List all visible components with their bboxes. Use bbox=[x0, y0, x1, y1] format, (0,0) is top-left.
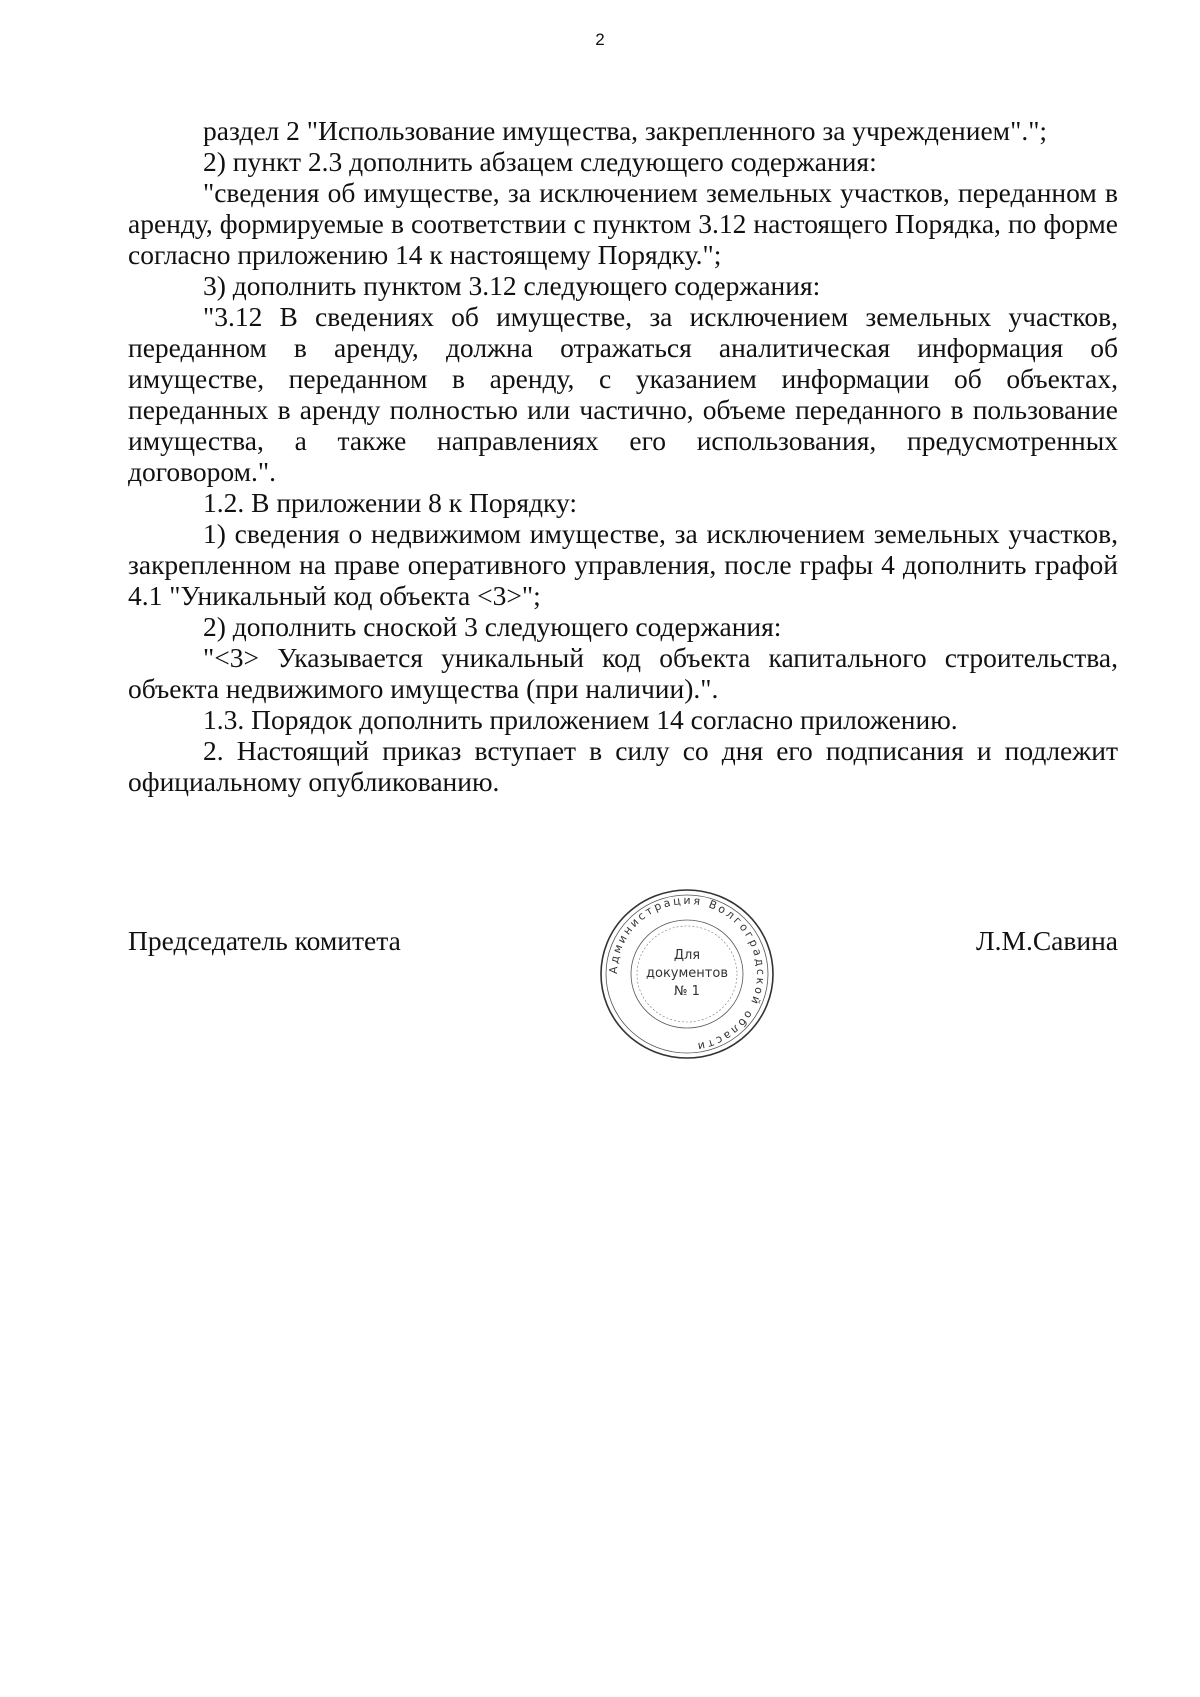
paragraph-6: 1.2. В приложении 8 к Порядку: bbox=[203, 487, 578, 518]
paragraph-1: раздел 2 "Использование имущества, закрепленного за учреждением"."; bbox=[203, 115, 1048, 146]
paragraph-5: "3.12 В сведениях об имуществе, за исключением земельных участков, переданном в аренду, должна отражаться аналитическая информация об имуществе, переданном в аренду, с указанием информации об объектах, переданных в аренду полностью или частично, объеме переданного в пользование имущества, а также направлениях его использования, предусмотренных договором.". bbox=[128, 301, 1118, 487]
paragraph-2: 2) пункт 2.3 дополнить абзацем следующего содержания: bbox=[203, 146, 877, 177]
paragraph-4: 3) дополнить пунктом 3.12 следующего содержания: bbox=[203, 270, 821, 301]
stamp-line-2: документов bbox=[646, 966, 728, 981]
paragraph-7: 1) сведения о недвижимом имуществе, за исключением земельных участков, закрепленном на праве оперативного управления, после графы 4 дополнить графой 4.1 "Уникальный код объекта <3>"; bbox=[128, 518, 1118, 611]
paragraph-11: 2. Настоящий приказ вступает в силу со дня его подписания и подлежит официальному опубликованию. bbox=[128, 735, 1118, 797]
paragraph-8: 2) дополнить сноской 3 следующего содержания: bbox=[203, 611, 782, 642]
stamp-line-1: Для bbox=[673, 948, 701, 963]
stamp-ring-text: Администрация Волгоградской области bbox=[606, 893, 768, 1054]
page-number: 2 bbox=[595, 30, 605, 49]
signatory-position: Председатель комитета bbox=[128, 925, 401, 956]
paragraph-3: "сведения об имуществе, за исключением земельных участков, переданном в аренду, формируемые в соответствии с пунктом 3.12 настоящего Порядка, по форме согласно приложению 14 к настоящему Порядку."; bbox=[128, 177, 1118, 270]
signatory-name: Л.М.Савина bbox=[975, 925, 1118, 956]
official-stamp bbox=[597, 887, 777, 1062]
paragraph-10: 1.3. Порядок дополнить приложением 14 согласно приложению. bbox=[203, 704, 958, 735]
document-body bbox=[128, 115, 1118, 797]
stamp-graphic bbox=[597, 887, 777, 1062]
paragraph-9: "<3> Указывается уникальный код объекта капитального строительства, объекта недвижимого имущества (при наличии).". bbox=[128, 642, 1118, 704]
stamp-line-3: № 1 bbox=[674, 984, 700, 999]
